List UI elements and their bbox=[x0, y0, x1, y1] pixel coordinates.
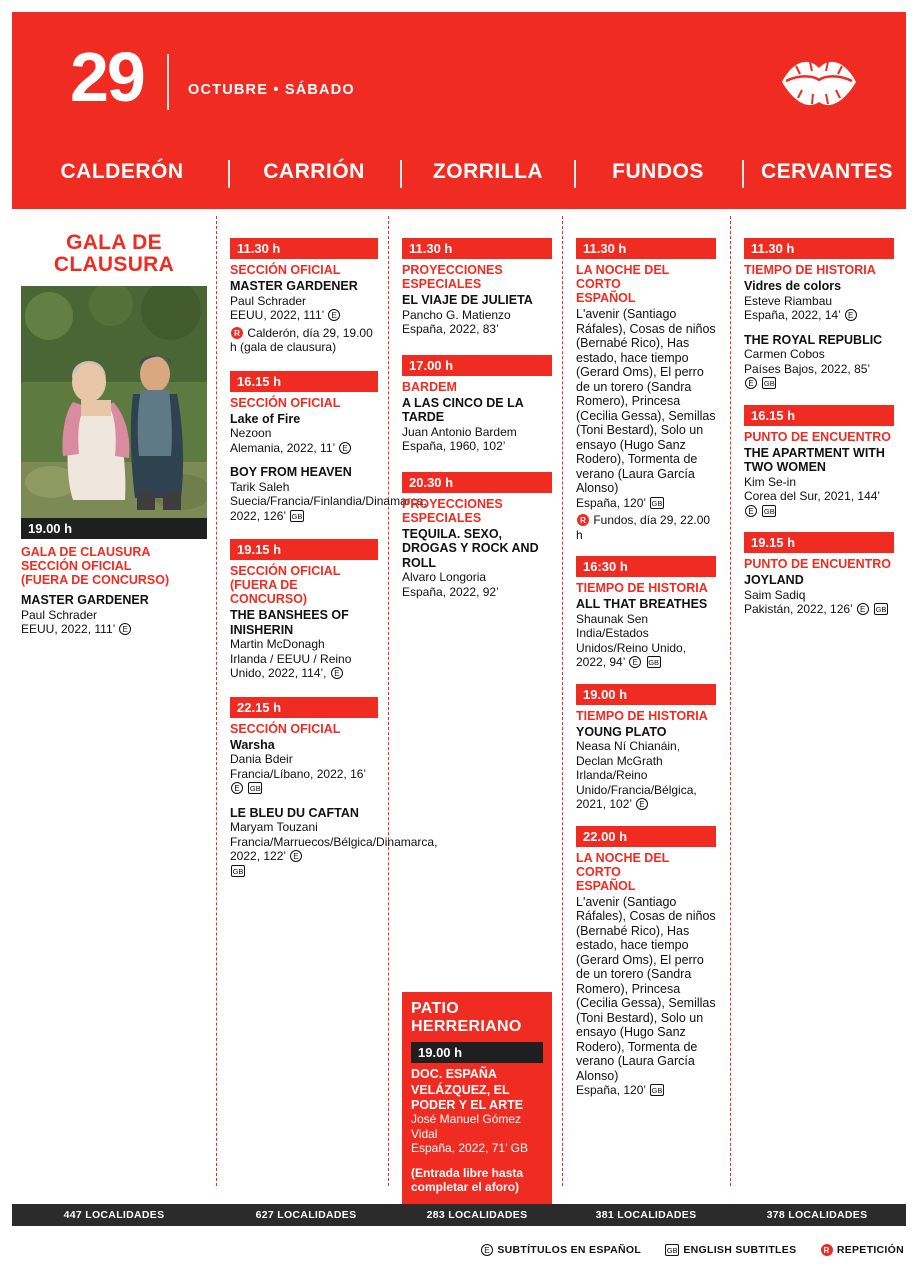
subtitle-tag-gb: GB bbox=[651, 1086, 663, 1095]
subtitle-tag-es: E bbox=[745, 377, 757, 389]
column-zorrilla bbox=[398, 210, 556, 1194]
screening-time: 19.15 h bbox=[744, 532, 894, 553]
screening-entry bbox=[402, 293, 552, 337]
screening-entry bbox=[402, 527, 552, 600]
column-fundos bbox=[572, 210, 720, 1190]
screening-block bbox=[576, 826, 716, 1098]
film-meta: Francia/Líbano, 2022, 16’ E GB bbox=[230, 766, 367, 793]
gala-time: 19.00 h bbox=[21, 518, 207, 539]
film-director: Tarik Saleh bbox=[230, 479, 290, 494]
screening-section: TIEMPO DE HISTORIA bbox=[744, 263, 876, 277]
seat-capacity-bar bbox=[12, 1204, 906, 1226]
film-meta: Francia/Marruecos/Bélgica/Dinamarca, 2022, 122’ E GB bbox=[230, 834, 438, 876]
film-director: Dania Bdeir bbox=[230, 752, 293, 766]
subtitle-tag-gb: GB bbox=[875, 605, 887, 614]
screening-time: 16.15 h bbox=[744, 405, 894, 426]
subtitle-tag-gb: GB bbox=[648, 658, 660, 667]
film-director: Nezoon bbox=[230, 426, 272, 440]
film-director: Martin McDonagh bbox=[230, 637, 325, 651]
column-cervantes bbox=[740, 210, 898, 1190]
film-title: A LAS CINCO DE LA TARDE bbox=[402, 395, 524, 424]
patio-section: DOC. ESPAÑA bbox=[411, 1067, 497, 1081]
gala-clausura-photo bbox=[21, 286, 207, 518]
film-director: Maryam Touzani bbox=[230, 820, 318, 834]
screening-entry bbox=[576, 307, 716, 542]
venue-separator-2 bbox=[400, 160, 402, 188]
subtitle-tag-es: E bbox=[290, 850, 302, 862]
screening-section: LA NOCHE DEL CORTO ESPAÑOL bbox=[576, 263, 670, 305]
screening-block bbox=[230, 539, 378, 681]
screening-entry bbox=[576, 895, 716, 1098]
screening-section: SECCIÓN OFICIAL bbox=[230, 395, 341, 410]
gala-section: GALA DE CLAUSURA SECCIÓN OFICIAL (FUERA DE CONCURSO) bbox=[21, 545, 170, 587]
screening-section: PUNTO DE ENCUENTRO bbox=[744, 557, 892, 571]
screening-entry bbox=[230, 465, 427, 523]
seat-count-fundos: 381 LOCALIDADES bbox=[595, 1209, 697, 1221]
venue-separator-3 bbox=[574, 160, 576, 188]
film-meta: Corea del Sur, 2021, 144’ E GB bbox=[744, 489, 881, 516]
screening-block bbox=[744, 405, 894, 519]
patio-time: 19.00 h bbox=[411, 1042, 543, 1063]
screening-section: BARDEM bbox=[402, 379, 457, 394]
screening-time: 16.15 h bbox=[230, 371, 378, 392]
subtitle-tag-es: E bbox=[745, 505, 757, 517]
venue-title-cervantes: CERVANTES bbox=[760, 160, 894, 183]
subtitle-tag-gb: GB bbox=[763, 379, 775, 388]
film-repeat-note: R Fundos, día 29, 22.00 h bbox=[576, 513, 711, 542]
gala-film-title: MASTER GARDENER bbox=[21, 593, 149, 607]
patio-film-title: VELÁZQUEZ, EL PODER Y EL ARTE bbox=[411, 1083, 524, 1112]
screening-time: 11.30 h bbox=[402, 238, 552, 259]
film-director: Kim Se-in bbox=[744, 474, 797, 489]
film-title: THE ROYAL REPUBLIC bbox=[744, 332, 883, 347]
screening-entry bbox=[744, 573, 894, 617]
screening-time: 16:30 h bbox=[576, 556, 716, 577]
screening-time: 19.00 h bbox=[576, 684, 716, 705]
screening-block bbox=[230, 697, 438, 879]
seat-count-cervantes: 378 LOCALIDADES bbox=[766, 1209, 868, 1221]
screening-entry bbox=[402, 396, 552, 454]
film-title: LE BLEU DU CAFTAN bbox=[230, 805, 359, 820]
screening-entry bbox=[230, 412, 378, 456]
patio-meta: España, 2022, 71’ GB bbox=[411, 1141, 528, 1155]
screening-entry bbox=[230, 608, 378, 681]
film-meta: España, 1960, 102’ bbox=[402, 439, 506, 453]
screening-time: 17.00 h bbox=[402, 355, 552, 376]
film-title: TEQUILA. SEXO, DROGAS Y ROCK AND ROLL bbox=[402, 526, 539, 570]
film-title: THE APARTMENT WITH TWO WOMEN bbox=[744, 445, 885, 474]
screening-section: PUNTO DE ENCUENTRO bbox=[744, 429, 892, 444]
header-day-number: 29 bbox=[70, 38, 144, 116]
film-director: Paul Schrader bbox=[230, 293, 307, 308]
repeat-icon: R bbox=[821, 1244, 833, 1256]
film-title: ALL THAT BREATHES bbox=[576, 597, 708, 611]
subtitle-tag-gb: GB bbox=[666, 1246, 678, 1255]
column-divider-2 bbox=[388, 216, 389, 1186]
film-director: Juan Antonio Bardem bbox=[402, 424, 517, 439]
seat-count-zorrilla: 283 LOCALIDADES bbox=[426, 1209, 528, 1221]
film-meta: España, 2022, 92’ bbox=[402, 584, 499, 599]
film-meta: España, 2022, 83’ bbox=[402, 322, 499, 336]
film-title: EL VIAJE DE JULIETA bbox=[402, 293, 533, 307]
subtitle-tag-es: E bbox=[629, 656, 641, 668]
subtitle-tag-gb: GB bbox=[651, 498, 663, 508]
film-meta: Países Bajos, 2022, 85’ E GB bbox=[744, 361, 871, 388]
column-divider-1 bbox=[216, 216, 217, 1186]
film-meta: España, 2022, 14’ E bbox=[744, 308, 894, 323]
film-director: Alvaro Longoria bbox=[402, 570, 487, 584]
venue-title-calderon: CALDERÓN bbox=[60, 160, 184, 183]
film-meta: España, 120’ GB bbox=[576, 495, 663, 510]
subtitle-tag-es: E bbox=[331, 667, 343, 679]
subtitle-tag-es: E bbox=[845, 309, 857, 321]
subtitle-tag-gb: GB bbox=[232, 866, 244, 876]
screening-section: SECCIÓN OFICIAL bbox=[230, 721, 341, 736]
subtitle-tag-es: E bbox=[339, 442, 351, 454]
screening-section: TIEMPO DE HISTORIA bbox=[576, 708, 708, 723]
film-title: MASTER GARDENER bbox=[230, 279, 358, 293]
screening-section: PROYECCIONES ESPECIALES bbox=[402, 496, 503, 525]
page-header bbox=[12, 12, 906, 209]
screening-entry bbox=[744, 333, 894, 391]
seat-count-calderon: 447 LOCALIDADES bbox=[63, 1209, 165, 1221]
film-meta: Alemania, 2022, 11’ E bbox=[230, 441, 378, 456]
film-meta: Pakistán, 2022, 126’ E GB bbox=[744, 602, 887, 616]
repeat-icon: R bbox=[577, 514, 589, 526]
subtitle-tag-gb: GB bbox=[291, 511, 303, 521]
screening-time: 19.15 h bbox=[230, 539, 378, 560]
legend-item-gb: GB ENGLISH SUBTITLES bbox=[666, 1244, 797, 1256]
screening-section: PROYECCIONES ESPECIALES bbox=[402, 263, 503, 291]
screening-entry bbox=[744, 279, 894, 323]
venue-title-carrion: CARRIÓN bbox=[263, 160, 365, 183]
header-divider bbox=[167, 54, 169, 110]
film-director: Neasa Ní Chianáin, Declan McGrath bbox=[576, 739, 681, 768]
screening-time: 22.00 h bbox=[576, 826, 716, 847]
subtitle-tag-es: E bbox=[857, 603, 869, 615]
screening-block bbox=[230, 238, 378, 355]
film-title: JOYLAND bbox=[744, 573, 804, 587]
screening-entry bbox=[576, 597, 716, 670]
subtitle-tag-es: E bbox=[636, 798, 648, 810]
film-repeat-note: R Calderón, día 29, 19.00 h (gala de clausura) bbox=[230, 325, 373, 354]
film-meta: Irlanda/Reino Unido/Francia/Bélgica, 2021, 102’ E bbox=[576, 768, 697, 811]
screening-entry bbox=[230, 279, 378, 355]
screening-section: LA NOCHE DEL CORTO ESPAÑOL bbox=[576, 850, 670, 893]
screening-entry bbox=[230, 805, 438, 879]
column-divider-4 bbox=[730, 216, 731, 1186]
film-title: Lake of Fire bbox=[230, 411, 301, 426]
screening-block bbox=[576, 684, 716, 812]
seat-count-carrion: 627 LOCALIDADES bbox=[255, 1209, 357, 1221]
film-meta: España, 120’ GB bbox=[576, 1083, 663, 1097]
header-date-text: OCTUBRE • SÁBADO bbox=[188, 82, 355, 98]
screening-block bbox=[230, 371, 427, 524]
shorts-list: L'avenir (Santiago Ráfales), Cosas de niños (Bernabé Rico), Has estado, hace tiempo (Gerard Oms), El perro de un torero (Sandra Romero), Princesa (Cecilia Gessa), Semillas (Toni Bestard), Solo un ensayo (Hugo Sanz Rodero), Tormenta de verano (Laura García Alonso) bbox=[576, 307, 716, 495]
screening-block bbox=[576, 556, 716, 670]
subtitle-tag-gb: GB bbox=[249, 784, 261, 793]
gala-director: Paul Schrader bbox=[21, 607, 98, 622]
film-title: YOUNG PLATO bbox=[576, 724, 667, 739]
screening-block bbox=[744, 532, 894, 617]
subtitle-tag-es: E bbox=[328, 309, 340, 321]
screening-entry bbox=[744, 446, 894, 519]
screening-block bbox=[576, 238, 716, 542]
venue-title-zorrilla: ZORRILLA bbox=[432, 160, 544, 183]
legend bbox=[480, 1244, 904, 1260]
legend-item-repeat: R REPETICIÓN bbox=[820, 1244, 904, 1256]
screening-section: SECCIÓN OFICIAL bbox=[230, 263, 341, 277]
screening-block bbox=[744, 238, 894, 391]
film-meta: India/Estados Unidos/Reino Unido, 2022, 94’ E GB bbox=[576, 626, 687, 669]
column-calderon bbox=[12, 210, 216, 1190]
patio-herreriano-block bbox=[402, 992, 552, 1206]
repeat-icon: R bbox=[231, 327, 243, 339]
subtitle-tag-es: E bbox=[119, 623, 131, 635]
gala-details bbox=[21, 545, 207, 637]
screening-time: 22.15 h bbox=[230, 697, 378, 718]
venue-separator-1 bbox=[228, 160, 230, 188]
subtitle-tag-es: E bbox=[231, 782, 243, 794]
patio-director: José Manuel Gómez Vidal bbox=[411, 1112, 522, 1141]
screening-time: 11.30 h bbox=[576, 238, 716, 259]
gala-meta: EEUU, 2022, 111’ E bbox=[21, 622, 207, 637]
subtitle-tag-es: E bbox=[481, 1244, 493, 1256]
patio-note: (Entrada libre hasta completar el aforo) bbox=[411, 1165, 524, 1194]
patio-venue-title: PATIO HERRERIANO bbox=[411, 1000, 522, 1035]
venue-header-row bbox=[12, 152, 906, 209]
venue-title-fundos: FUNDOS bbox=[612, 160, 704, 183]
screening-section: TIEMPO DE HISTORIA bbox=[576, 581, 708, 595]
screening-entry bbox=[576, 725, 716, 812]
film-title: Vidres de colors bbox=[744, 279, 842, 293]
film-title: Warsha bbox=[230, 737, 275, 752]
screening-block bbox=[402, 238, 552, 337]
film-director: Shaunak Sen bbox=[576, 611, 649, 626]
gala-title bbox=[16, 232, 212, 276]
screening-block bbox=[402, 355, 552, 454]
screening-time: 11.30 h bbox=[230, 238, 378, 259]
screening-time: 11.30 h bbox=[744, 238, 894, 259]
film-title: BOY FROM HEAVEN bbox=[230, 465, 352, 479]
film-director: Esteve Riambau bbox=[744, 293, 833, 308]
film-director: Carmen Cobos bbox=[744, 347, 825, 361]
film-meta: Suecia/Francia/Finlandia/Dinamarca, 2022, 126’ GB bbox=[230, 494, 427, 523]
screening-entry bbox=[230, 738, 378, 796]
column-divider-3 bbox=[562, 216, 563, 1186]
film-director: Pancho G. Matienzo bbox=[402, 307, 511, 322]
film-meta: Irlanda / EEUU / Reino Unido, 2022, 114’, E bbox=[230, 651, 352, 680]
film-meta: EEUU, 2022, 111’ E bbox=[230, 308, 378, 323]
schedule-grid bbox=[12, 210, 906, 1194]
venue-separator-4 bbox=[742, 160, 744, 188]
screening-block bbox=[402, 472, 552, 600]
film-title: THE BANSHEES OF INISHERIN bbox=[230, 608, 349, 637]
screening-section: SECCIÓN OFICIAL (FUERA DE CONCURSO) bbox=[230, 564, 341, 606]
screening-time: 20.30 h bbox=[402, 472, 552, 493]
shorts-list: L'avenir (Santiago Ráfales), Cosas de niños (Bernabé Rico), Has estado, hace tiempo (Gerard Oms), El perro de un torero (Sandra Romero), Princesa (Cecilia Gessa), Semillas (Toni Bestard), Solo un ensayo (Hugo Sanz Rodero), Tormenta de verano (Laura García Alonso) bbox=[576, 894, 716, 1083]
film-director: Saim Sadiq bbox=[744, 587, 806, 602]
lips-logo-icon bbox=[774, 54, 864, 112]
legend-item-es: E SUBTÍTULOS EN ESPAÑOL bbox=[480, 1244, 644, 1256]
gala-title-line1: GALA DE CLAUSURA bbox=[53, 231, 175, 276]
subtitle-tag-gb: GB bbox=[763, 506, 775, 516]
